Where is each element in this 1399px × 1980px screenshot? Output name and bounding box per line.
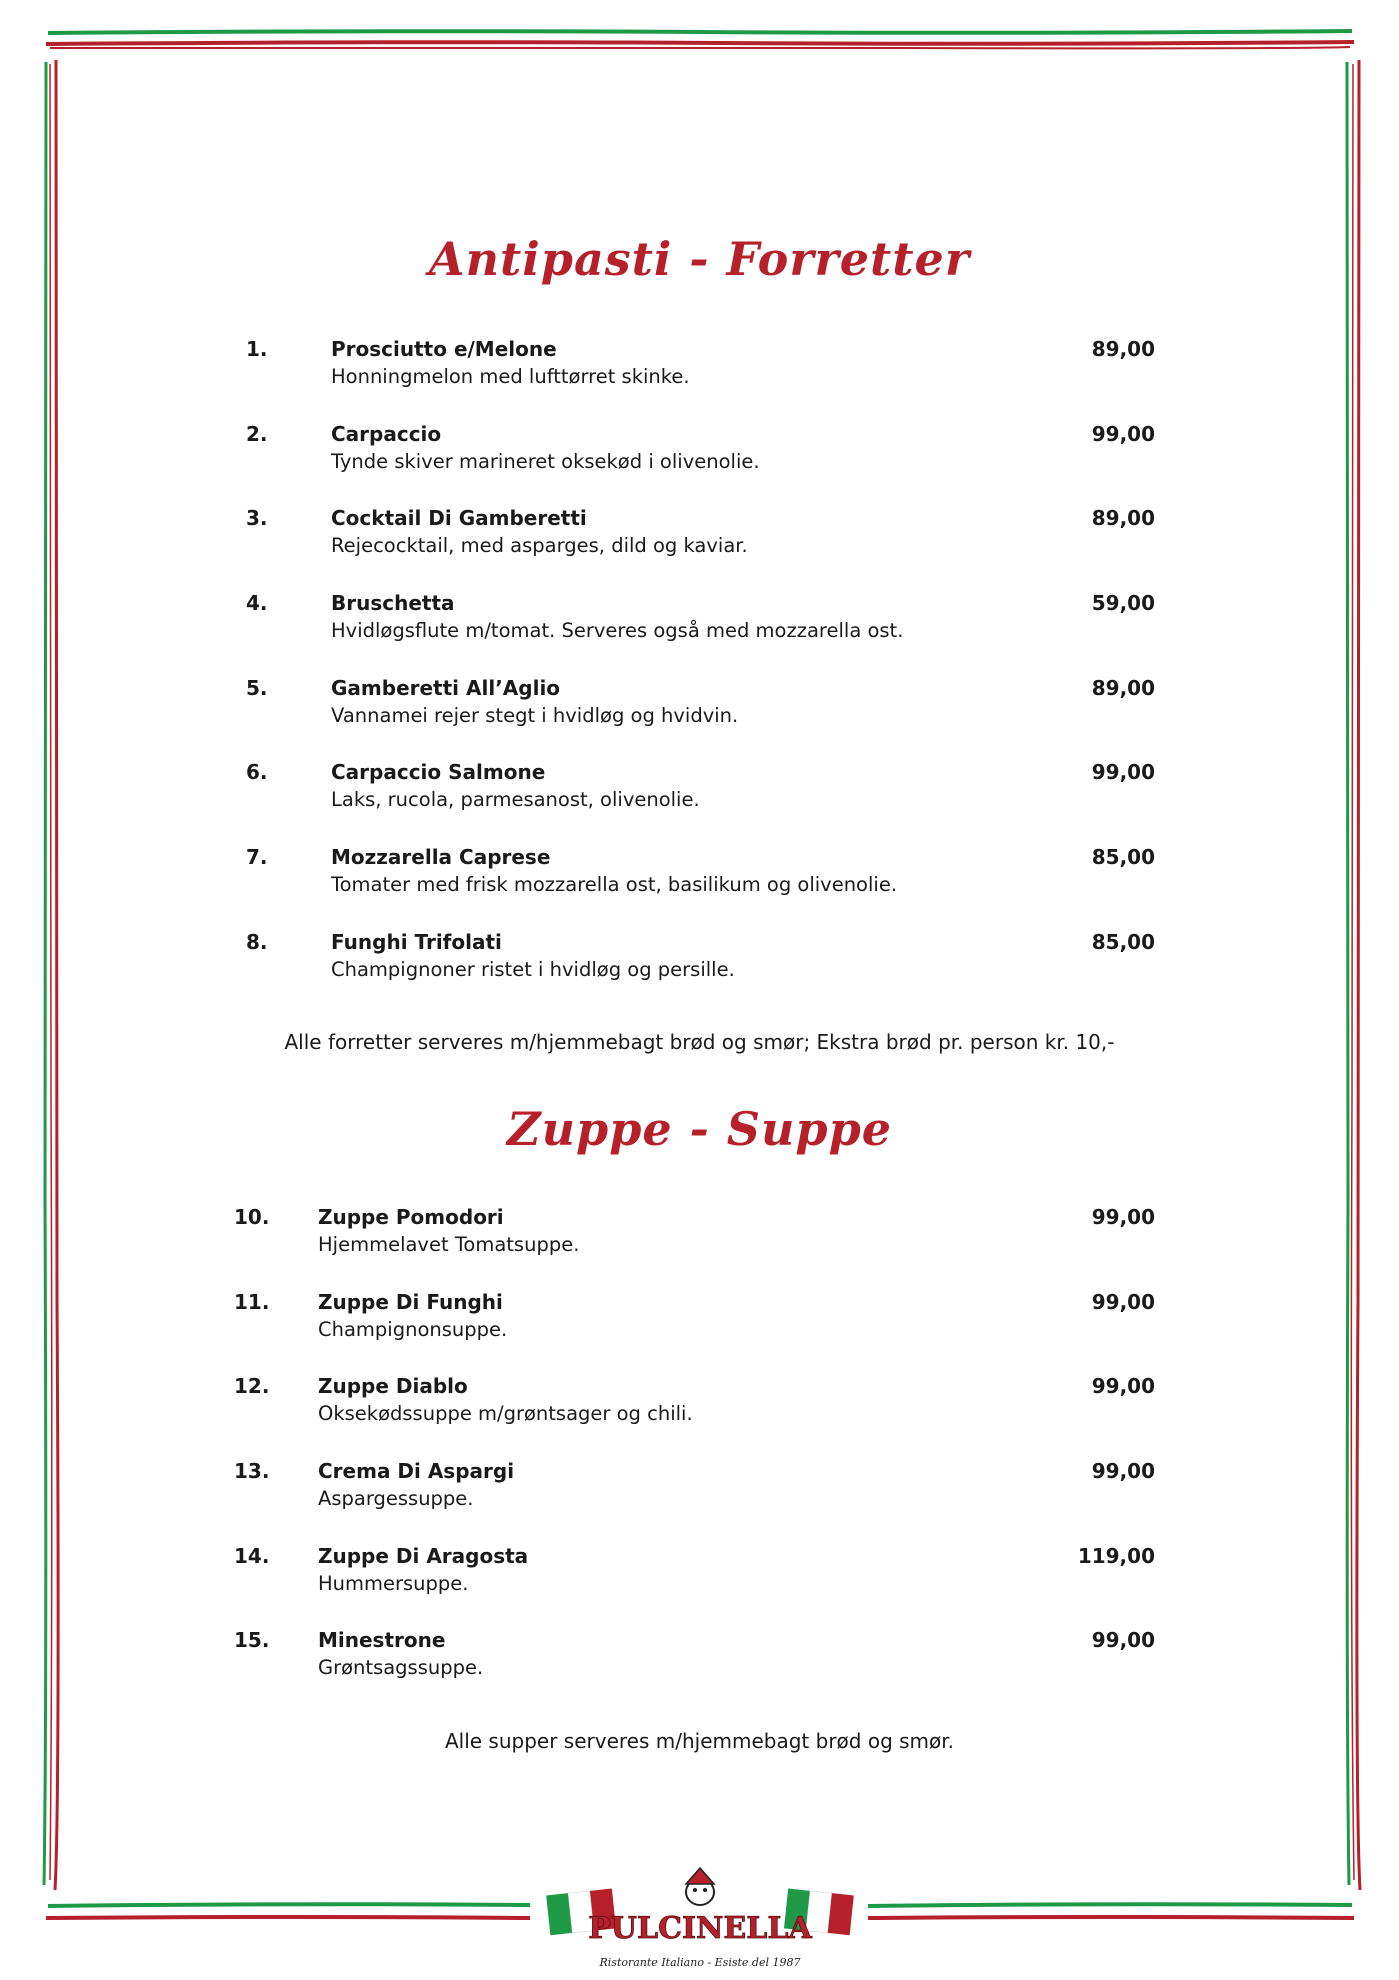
item-price: 89,00 — [1091, 676, 1155, 700]
item-description: Grøntsagssuppe. — [318, 1656, 484, 1679]
item-description: Tomater med frisk mozzarella ost, basilikum og olivenolie. — [331, 873, 898, 896]
item-number: 3. — [246, 506, 268, 530]
item-number: 14. — [234, 1544, 270, 1568]
item-number: 8. — [246, 930, 268, 954]
menu-item — [0, 1205, 1399, 1265]
item-description: Aspargessuppe. — [318, 1487, 474, 1510]
item-description: Hummersuppe. — [318, 1572, 469, 1595]
item-name: Zuppe Di Funghi — [318, 1290, 503, 1314]
item-price: 89,00 — [1091, 337, 1155, 361]
item-number: 15. — [234, 1628, 270, 1652]
menu-item — [0, 930, 1399, 990]
item-number: 4. — [246, 591, 268, 615]
item-name: Carpaccio — [331, 422, 442, 446]
item-name: Crema Di Aspargi — [318, 1459, 515, 1483]
item-number: 11. — [234, 1290, 270, 1314]
item-name: Zuppe Di Aragosta — [318, 1544, 529, 1568]
item-number: 5. — [246, 676, 268, 700]
item-price: 99,00 — [1091, 1374, 1155, 1398]
item-price: 59,00 — [1091, 591, 1155, 615]
menu-item — [0, 422, 1399, 482]
menu-item — [0, 1374, 1399, 1434]
menu-item — [0, 845, 1399, 905]
item-name: Zuppe Diablo — [318, 1374, 468, 1398]
item-name: Mozzarella Caprese — [331, 845, 551, 869]
item-price: 99,00 — [1091, 1290, 1155, 1314]
logo-name: PULCINELLA — [588, 1911, 812, 1946]
item-price: 99,00 — [1091, 422, 1155, 446]
section-title-zuppe: Zuppe - Suppe — [507, 1102, 892, 1156]
item-number: 7. — [246, 845, 268, 869]
item-name: Gamberetti All’Aglio — [331, 676, 561, 700]
item-number: 2. — [246, 422, 268, 446]
item-name: Cocktail Di Gamberetti — [331, 506, 587, 530]
item-number: 6. — [246, 760, 268, 784]
item-price: 85,00 — [1091, 845, 1155, 869]
section-title-antipasti: Antipasti - Forretter — [428, 232, 971, 286]
item-number: 13. — [234, 1459, 270, 1483]
menu-item — [0, 591, 1399, 651]
item-description: Rejecocktail, med asparges, dild og kaviar. — [331, 534, 748, 557]
item-name: Bruschetta — [331, 591, 455, 615]
item-price: 99,00 — [1091, 1628, 1155, 1652]
antipasti-note: Alle forretter serveres m/hjemmebagt brød og smør; Ekstra brød pr. person kr. 10,- — [284, 1030, 1115, 1054]
item-name: Zuppe Pomodori — [318, 1205, 504, 1229]
item-price: 99,00 — [1091, 1459, 1155, 1483]
item-number: 1. — [246, 337, 268, 361]
menu-item — [0, 1290, 1399, 1350]
item-name: Minestrone — [318, 1628, 446, 1652]
item-description: Honningmelon med lufttørret skinke. — [331, 365, 690, 388]
item-name: Prosciutto e/Melone — [331, 337, 557, 361]
item-description: Champignoner ristet i hvidløg og persille. — [331, 958, 735, 981]
item-price: 99,00 — [1091, 1205, 1155, 1229]
menu-item — [0, 506, 1399, 566]
item-name: Funghi Trifolati — [331, 930, 502, 954]
item-description: Hvidløgsflute m/tomat. Serveres også med mozzarella ost. — [331, 619, 904, 642]
menu-item — [0, 1459, 1399, 1519]
menu-item — [0, 676, 1399, 736]
item-number: 12. — [234, 1374, 270, 1398]
item-description: Champignonsuppe. — [318, 1318, 508, 1341]
item-price: 89,00 — [1091, 506, 1155, 530]
item-number: 10. — [234, 1205, 270, 1229]
item-price: 85,00 — [1091, 930, 1155, 954]
zuppe-note: Alle supper serveres m/hjemmebagt brød og smør. — [444, 1729, 955, 1753]
item-description: Vannamei rejer stegt i hvidløg og hvidvin. — [331, 704, 739, 727]
item-description: Hjemmelavet Tomatsuppe. — [318, 1233, 580, 1256]
menu-item — [0, 337, 1399, 397]
item-name: Carpaccio Salmone — [331, 760, 546, 784]
item-description: Tynde skiver marineret oksekød i olivenolie. — [331, 450, 760, 473]
menu-item — [0, 1544, 1399, 1604]
item-price: 99,00 — [1091, 760, 1155, 784]
logo-tagline: Ristorante Italiano - Esiste del 1987 — [599, 1956, 801, 1969]
menu-item — [0, 760, 1399, 820]
pulcinella-logo — [540, 1866, 860, 1976]
item-price: 119,00 — [1077, 1544, 1155, 1568]
menu-item — [0, 1628, 1399, 1688]
item-description: Laks, rucola, parmesanost, olivenolie. — [331, 788, 700, 811]
item-description: Oksekødssuppe m/grøntsager og chili. — [318, 1402, 693, 1425]
